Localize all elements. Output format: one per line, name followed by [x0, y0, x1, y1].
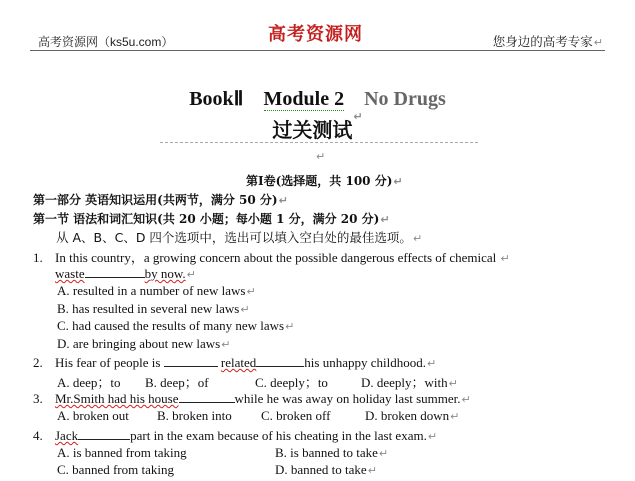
- instructions: 从 A、B、C、D 四个选项中，选出可以填入空白处的最佳选项。↵: [56, 230, 423, 245]
- book-label: BookⅡ: [189, 88, 244, 110]
- q1-option-c: C. had caused the results of many new laws↵: [57, 318, 295, 333]
- header-logo: 高考资源网: [268, 24, 363, 45]
- q4-option-row1: A. is banned from taking B. is banned to take↵: [57, 445, 389, 460]
- page-header: [0, 0, 635, 50]
- question-3: 3. Mr.Smith had his house while he was away on holiday last summer.↵: [33, 391, 471, 406]
- paragraph-mark-icon: ↵: [593, 36, 603, 49]
- q2-options: A. deep；to B. deep；of C. deeply；to D. deeply；with↵: [57, 375, 458, 390]
- question-1-cont: waste by now.↵: [55, 266, 196, 281]
- header-slogan: 您身边的高考专家↵: [492, 35, 603, 49]
- section1-heading: 第一节 语法和词汇知识(共 20 小题；每小题 1 分，满分 20 分)↵: [33, 212, 390, 226]
- q1-option-b: B. has resulted in several new laws↵: [57, 301, 250, 316]
- part1-heading: 第一部分 英语知识运用(共两节，满分 50 分)↵: [33, 193, 288, 207]
- topic-label: No Drugs: [364, 88, 446, 110]
- question-2: 2. His fear of people is related his unhappy childhood.↵: [33, 355, 437, 370]
- q1-option-d: D. are bringing about new laws↵: [57, 336, 231, 351]
- question-4: 4. Jack part in the exam because of his cheating in the last exam.↵: [33, 428, 438, 443]
- title-divider: [160, 142, 478, 143]
- q3-options: A. broken out B. broken into C. broken off D. broken down↵: [57, 408, 460, 423]
- question-1: 1. In this country，a growing concern about the possible dangerous effects of chemical ↵: [33, 250, 510, 265]
- q4-option-row2: C. banned from taking D. banned to take↵: [57, 462, 377, 477]
- module-label: Module 2: [263, 88, 345, 110]
- paragraph-mark-icon: ↵: [353, 110, 363, 123]
- header-divider: [30, 50, 605, 51]
- q1-option-a: A. resulted in a number of new laws↵: [57, 283, 256, 298]
- paragraph-mark-icon: ↵: [316, 150, 326, 163]
- volume-heading: 第Ⅰ卷(选择题，共 100 分)↵: [246, 174, 403, 188]
- subtitle: 过关测试↵: [272, 110, 363, 142]
- title-line: [0, 86, 635, 111]
- header-site-name: 高考资源网（ks5u.com）: [38, 35, 174, 49]
